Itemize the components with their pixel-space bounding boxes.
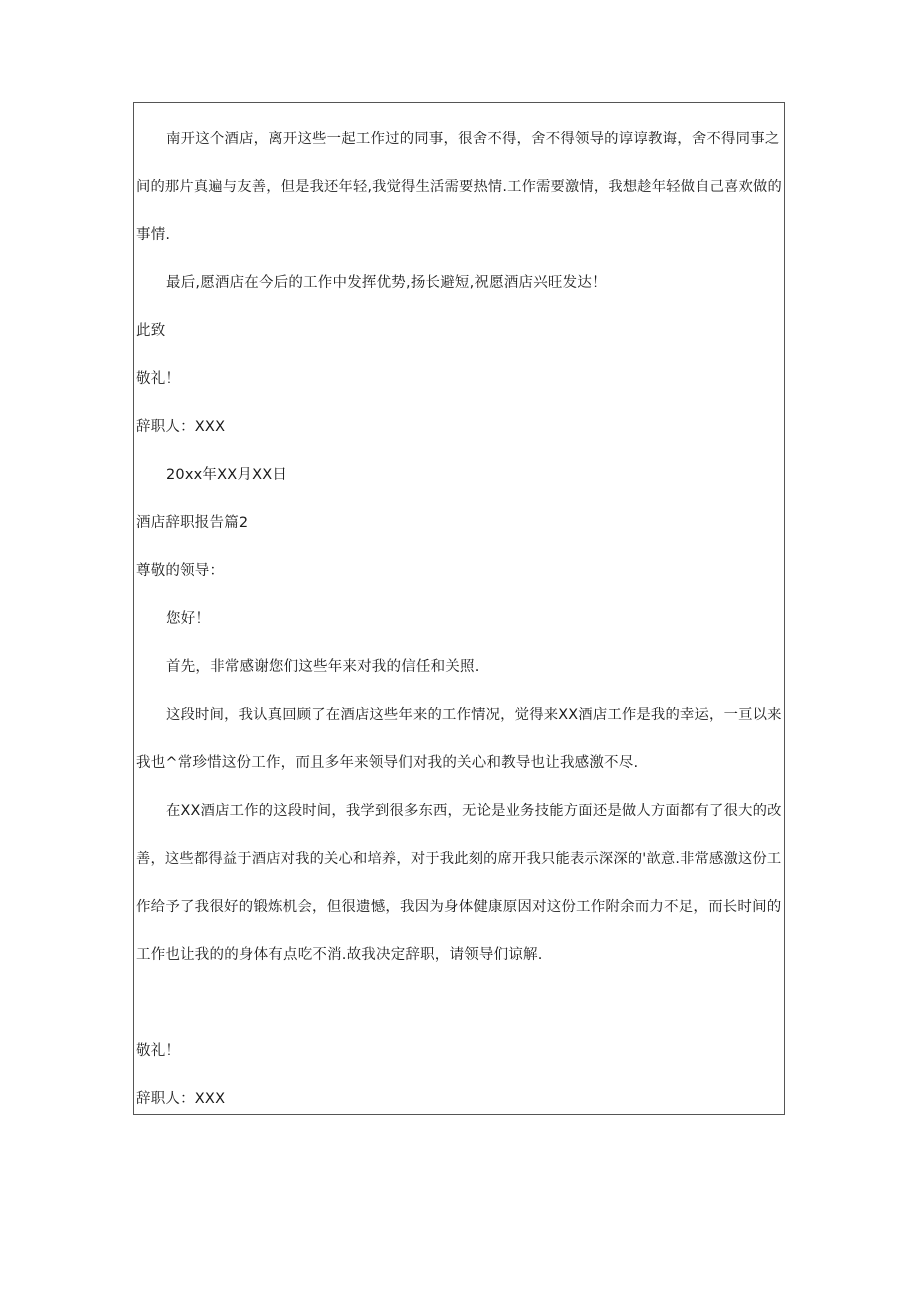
closing-wish: 最后,愿酒店在今后的工作中发挥优势,扬长避短,祝愿酒店兴旺发达！ [166,275,607,291]
section-heading: 酒店辞职报告篇2 [136,515,249,531]
signature-name: 辞职人：XXX [136,419,226,435]
signature-name-2: 辞职人：XXX [136,1091,226,1107]
body-reason-line-4: 工作也让我的的身体有点吃不消.故我决定辞职，请领导们谅解. [136,947,543,963]
greeting-recipient: 尊敬的领导： [136,563,225,579]
body-review-line-1: 这段时间，我认真回顾了在酒店这些年来的工作情况，觉得来XX酒店工作是我的幸运，一亘以来 [166,707,782,723]
salutation-jingli-2: 敬礼！ [136,1043,181,1059]
body-line-2: 间的那片真遍与友善，但是我还年轻,我觉得生活需要热情.工作需要激情，我想趁年轻做自己喜欢做的 [136,179,782,195]
salutation-jingli: 敬礼！ [136,371,181,387]
body-reason-line-2: 善，这些都得益于酒店对我的关心和培养，对于我此刻的席开我只能表示深深的'歆意.非常感激这份工 [136,851,782,867]
body-reason-line-1: 在XX酒店工作的这段时间，我学到很多东西，无论是业务技能方面还是做人方面都有了很大的改 [166,803,782,819]
body-thanks: 首先，非常感谢您们这些年来对我的信任和关照. [166,659,480,675]
body-review-line-2: 我也^常珍惜这份工作，而且多年来领导们对我的关心和教导也让我感激不尽. [136,755,639,771]
signature-date: 20xx年XX月XX日 [166,467,288,483]
body-line-1: 南开这个酒店，离开这些一起工作过的同事，很舍不得，舍不得领导的谆谆教诲，舍不得同事之 [166,131,780,147]
body-line-3: 事情. [136,227,171,243]
salutation-cizhi: 此致 [136,323,166,339]
greeting-hello: 您好！ [166,611,211,627]
body-reason-line-3: 作给予了我很好的锻炼机会，但很遗憾，我因为身体健康原因对这份工作附余而力不足，而长时间的 [136,899,782,915]
